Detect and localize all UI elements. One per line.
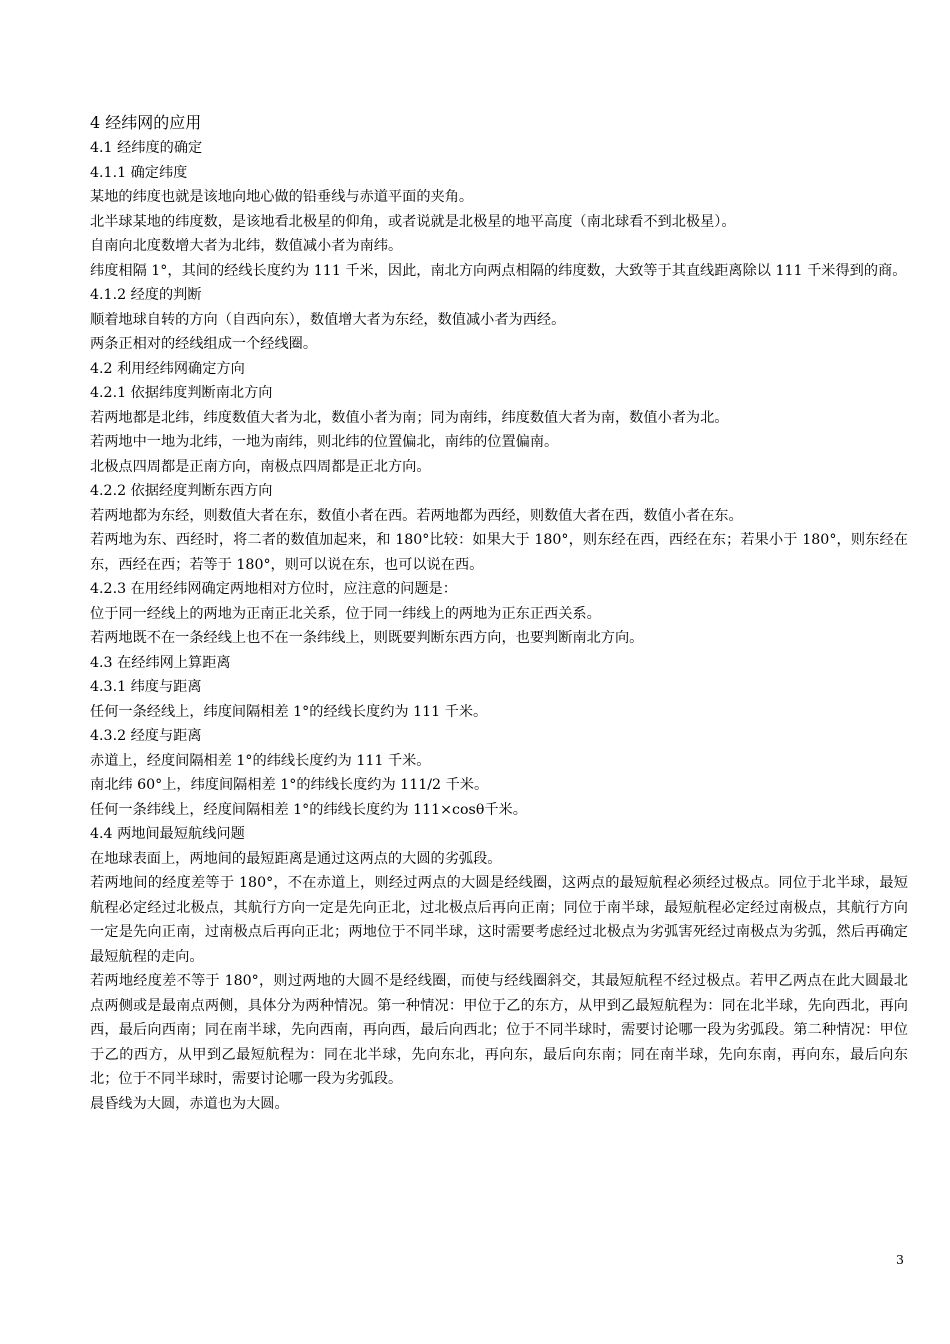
text-paragraph: 若两地经度差不等于 180°，则过两地的大圆不是经线圈，而使与经线圈斜交，其最短航程不经过极点。若甲乙两点在此大圆最北点两侧或是最南点两侧，具体分为两种情况。第一种情况：甲位于乙的东方，从甲到乙最短航程为：同在北半球，先向西北，再向西，最后向西南；同在南半球，先向西南，再向西，最后向西北；位于不同半球时，需要讨论哪一段为劣弧段。第二种情况：甲位于乙的西方，从甲到乙最短航程为：同在北半球，先向东北，再向东，最后向东南；同在南半球，先向东南，再向东，最后向东北；位于不同半球时，需要讨论哪一段为劣弧段。: [90, 973, 908, 1087]
text-line: 顺着地球自转的方向（自西向东），数值增大者为东经，数值减小者为西经。: [90, 311, 566, 328]
heading-4-2-1: 4.2.1 依据纬度判断南北方向: [90, 385, 273, 401]
text-paragraph: 若两地为东、西经时，将二者的数值加起来，和 180°比较：如果大于 180°，则东经在西，西经在东；若果小于 180°，则东经在东，西经在西；若等于 180°，则可以说在东，也可以说在西。: [90, 532, 908, 573]
heading-4-1-1: 4.1.1 确定纬度: [90, 164, 188, 181]
text-line: 在地球表面上，两地间的最短距离是通过这两点的大圆的劣弧段。: [90, 850, 502, 867]
text-line: 晨昏线为大圆，赤道也为大圆。: [90, 1095, 289, 1112]
heading-4-2-2: 4.2.2 依据经度判断东西方向: [90, 483, 273, 499]
text-line: 南北纬 60°上，纬度间隔相差 1°的纬线长度约为 111/2 千米。: [90, 777, 489, 793]
text-line: 赤道上，经度间隔相差 1°的纬线长度约为 111 千米。: [90, 752, 431, 769]
text-line: 若两地中一地为北纬，一地为南纬，则北纬的位置偏北，南纬的位置偏南。: [90, 434, 559, 450]
heading-4-2: 4.2 利用经纬网确定方向: [90, 360, 245, 377]
text-line: 若两地都为东经，则数值大者在东，数值小者在西。若两地都为西经，则数值大者在西，数值小者在东。: [90, 507, 743, 524]
text-line: 任何一条经线上，纬度间隔相差 1°的经线长度约为 111 千米。: [90, 703, 488, 720]
text-line: 若两地既不在一条经线上也不在一条纬线上，则既要判断东西方向，也要判断南北方向。: [90, 630, 644, 646]
text-line: 两条正相对的经线组成一个经线圈。: [90, 336, 318, 352]
text-line: 自南向北度数增大者为北纬，数值减小者为南纬。: [90, 238, 403, 254]
heading-4-3: 4.3 在经纬网上算距离: [90, 654, 231, 671]
heading-4-1-2: 4.1.2 经度的判断: [90, 287, 202, 303]
section-title: 4 经纬网的应用: [90, 113, 202, 132]
text-line: 若两地都是北纬，纬度数值大者为北，数值小者为南；同为南纬，纬度数值大者为南，数值小者为北。: [90, 409, 729, 426]
text-line: 任何一条纬线上，经度间隔相差 1°的纬线长度约为 111×cosθ千米。: [90, 801, 527, 818]
text-line: 北极点四周都是正南方向，南极点四周都是正北方向。: [90, 458, 431, 475]
heading-4-2-3: 4.2.3 在用经纬网确定两地相对方位时，应注意的问题是：: [90, 581, 457, 597]
text-paragraph: 纬度相隔 1°，其间的经线长度约为 111 千米，因此，南北方向两点相隔的纬度数，大致等于其直线距离除以 111 千米得到的商。: [90, 262, 907, 279]
page-number: 3: [896, 1252, 904, 1267]
text-line: 位于同一经线上的两地为正南正北关系，位于同一纬线上的两地为正东正西关系。: [90, 605, 601, 622]
heading-4-4: 4.4 两地间最短航线问题: [90, 826, 245, 842]
heading-4-1: 4.1 经纬度的确定: [90, 140, 203, 156]
text-paragraph: 若两地间的经度差等于 180°，不在赤道上，则经过两点的大圆是经线圈，这两点的最短航程必须经过极点。同位于北半球，最短航程必定经过北极点，其航行方向一定是先向正北，过北极点后再向正南；同位于南半球，最短航程必定经过南极点，其航行方向一定是先向正南，过南极点后再向正北；两地位于不同半球，这时需要考虑经过北极点为劣弧害死经过南极点为劣弧，然后再确定最短航程的走向。: [90, 875, 908, 965]
text-line: 某地的纬度也就是该地向地心做的铅垂线与赤道平面的夹角。: [90, 189, 474, 205]
heading-4-3-2: 4.3.2 经度与距离: [90, 728, 202, 744]
document-body: [90, 110, 908, 1116]
text-line: 北半球某地的纬度数，是该地看北极星的仰角，或者说就是北极星的地平高度（南北球看不到北极星）。: [90, 213, 736, 230]
heading-4-3-1: 4.3.1 纬度与距离: [90, 679, 202, 695]
